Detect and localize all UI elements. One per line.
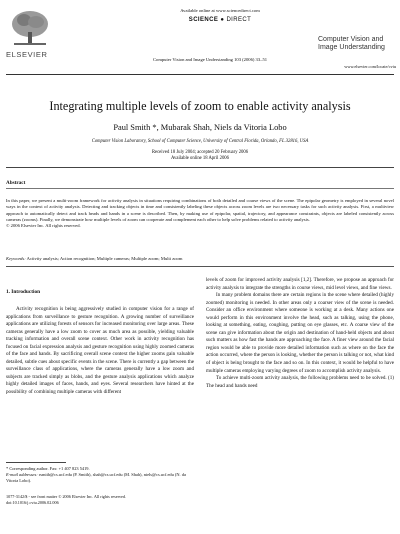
footnote-rule [6, 462, 66, 463]
paper-title: Integrating multiple levels of zoom to enable activity analysis [49, 99, 351, 113]
sd-logo-science: SCIENCE [188, 17, 219, 23]
paper-authors: Paul Smith *, Mubarak Shah, Niels da Vitoria Lobo [113, 123, 287, 132]
abstract-top-rule [6, 167, 394, 168]
abstract-bottom-rule [6, 266, 394, 267]
footnote-fax: Corresponding author. Fax: +1 407 823 5419. [9, 466, 90, 471]
issn-line: 1077-3142/$ - see front matter © 2006 Elsevier Inc. All rights reserved. [6, 494, 127, 499]
author-affiliation: Computer Vision Laboratory, School of Computer Science, University of Central Florida, Orlando, FL 32816, USA [91, 139, 309, 144]
abstract-heading-rule [6, 188, 394, 189]
abstract-copyright: © 2006 Elsevier Inc. All rights reserved. [6, 223, 81, 229]
intro-paragraph-2: In many problem domains there are certain regions in the scene where detailed (highly zoomed) monitoring is needed. In other areas only a coarser view of the scene is needed. Consider an office environment where someone is working at a desk. Many actions one would perform in this environment involve the head, such as talking, using the phone, looking at something, eating, coughing, putting on eye glasses, etc. A coarse view of the scene can give information about the origin and destination of hand-held objects and about such matters as how fast the hands are approaching the face. A finer view around the facial region would be able to provide more detailed information such as where on the face the action occurred, where the person is looking, whether the person is talking or not, what kind of object is being brought to the face and so on. In this context, it would be helpful to have multiple cameras employing varying degrees of zoom to accomplish activity analysis. [206, 292, 394, 374]
received-date: Received 18 July 2004; accepted 20 February 2006 [151, 150, 249, 155]
abstract-text: In this paper, we present a multi-zoom framework for activity analysis in situations requiring combinations of both detailed and coarse views of the scene. The epipolar geometry is employed in several novel ways in the context of activity analysis. Detecting and tracking objects in time and consistently labeling these objects across zoom levels are two necessary tasks for such activity analysis. First, a multiview approach to automatically detect and track heads and hands in a scene is described. Then, by making use of epipolar, spatial, trajectory, and appearance constraints, objects are labeled consistently across cameras (zooms). Finally, we demonstrate how multiple levels of zoom can cooperate and complement each other to help solve problems related to activity analysis. [6, 198, 394, 222]
available-date: Available online 18 April 2006 [171, 156, 229, 162]
sd-logo-at-icon: ● [218, 17, 227, 23]
keywords-line [6, 256, 394, 261]
issn-doi-block [6, 494, 194, 506]
journal-citation: Computer Vision and Image Understanding 103 (2006) 33–51 [152, 57, 268, 62]
publication-dates [20, 150, 380, 162]
intro-left-column [6, 306, 194, 397]
doi-line[interactable]: doi:10.1016/j.cviu.2006.02.006 [6, 499, 59, 505]
header-rule [6, 74, 394, 75]
keywords-list: Activity analysis; Action recognition; Multiple cameras; Multiple zoom; Multi zoom [26, 256, 183, 261]
footnote-email-label: E-mail addresses: [6, 472, 38, 477]
intro-paragraph-1: Activity recognition is being aggressively studied in computer vision for a range of applications from surveillance to gesture recognition. A growing number of surveillance applications are utilizing forests of sensors for increased monitoring over large areas. These cameras generally have a low zoom to cover as much area as possible, yielding valuable tracking information and overall scene context. Other work in activity recognition has focused on facial expression analysis and gesture recognition using highly zoomed cameras of the face and hands. By sacrificing overall scene context the higher zooms gain valuable detailed, subtle cues about specific events in the scene. There is currently a gap between the surveillance class of applications, where the cameras generally have a low zoom and subjects are tracked simply as blobs, and the gesture analysis applications which analyze highly detailed images of faces, hands, and eyes. Several researchers have hinted at the possibility of combining multiple cameras with different [6, 306, 194, 396]
intro-right-column [206, 277, 394, 390]
journal-title: Computer Vision and Image Understanding [318, 36, 385, 51]
intro-paragraph-3: To achieve multi-zoom activity analysis, the following problems need to be solved. (1) The head and hands need [206, 375, 394, 389]
footnote-emails[interactable]: rsmith@cs.ucf.edu (P. Smith), shah@cs.ucf.edu (M. Shah), niels@cs.ucf.edu (N. da Vitoria Lobo). [6, 472, 186, 483]
publisher-name: ELSEVIER [6, 50, 48, 59]
online-availability: Available online at www.sciencedirect.com [180, 8, 260, 13]
sd-logo-direct: DIRECT [226, 17, 252, 23]
journal-url[interactable]: www.elsevier.com/locate/cviu [344, 64, 396, 69]
corresponding-author-footnote [6, 466, 194, 484]
intro-paragraph-continued: levels of zoom for improved activity analysis [1,2]. Therefore, we propose an approach for activity analysis to integrate the strengths in course views, mid level views, and fine views. [206, 277, 394, 291]
abstract-heading: Abstract [6, 180, 26, 186]
abstract-body [6, 198, 394, 229]
keywords-label: Keywords: [6, 256, 26, 261]
footnote-mark: * [6, 466, 9, 471]
elsevier-tree-logo [8, 8, 52, 48]
sciencedirect-logo [150, 17, 290, 23]
section-heading-introduction: 1. Introduction [6, 289, 41, 295]
